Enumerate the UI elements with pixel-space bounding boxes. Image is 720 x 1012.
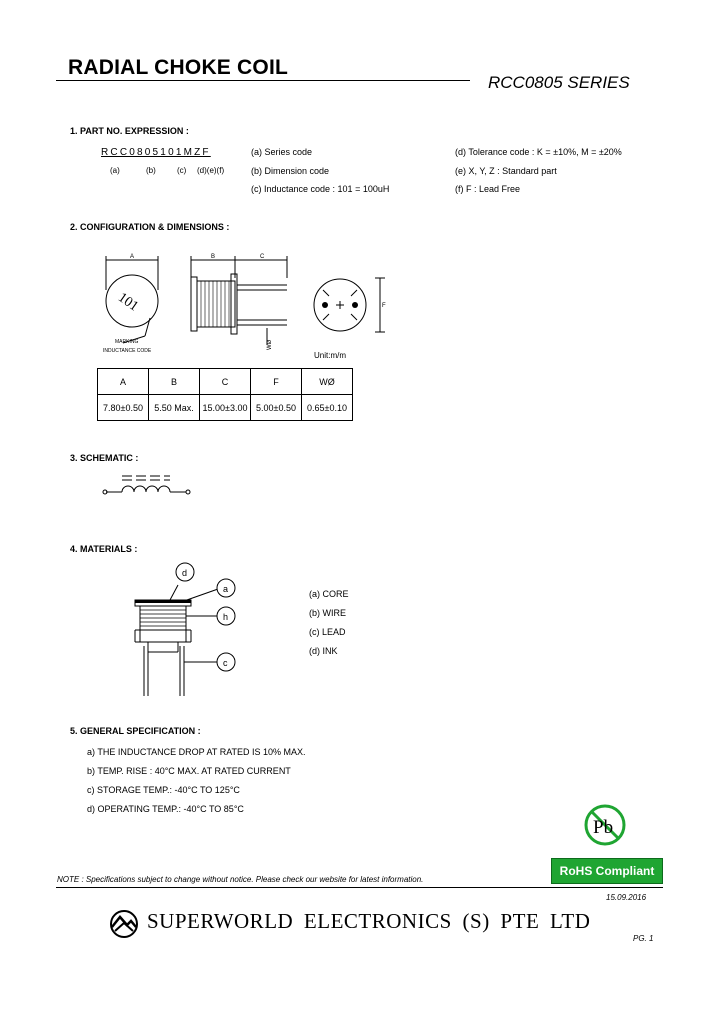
dim-value-w: 0.65±0.10 [302, 395, 353, 421]
dimension-table [97, 368, 353, 421]
unit-label: Unit:m/m [314, 351, 346, 360]
dim-value-b: 5.50 Max. [149, 395, 200, 421]
materials-drawing [128, 560, 268, 702]
footer-rule [56, 887, 663, 888]
section-1-heading: 1. PART NO. EXPRESSION : [70, 126, 189, 136]
callout-h: h [223, 612, 229, 622]
dim-header-f: F [251, 369, 302, 395]
series-name: RCC0805 SERIES [488, 73, 630, 92]
callout-c: c [223, 658, 228, 668]
material-lead: (c) LEAD [309, 627, 346, 637]
code-label-a: (a) [110, 166, 120, 175]
legend-d: (d) Tolerance code : K = ±10%, M = ±20% [455, 147, 622, 157]
dim-header-c: C [200, 369, 251, 395]
spec-item-c: c) STORAGE TEMP.: -40°C TO 125°C [87, 785, 240, 795]
part-number-text: RCC0805101MZF [101, 147, 211, 158]
section-5-heading: 5. GENERAL SPECIFICATION : [70, 726, 201, 736]
legend-c: (c) Inductance code : 101 = 100uH [251, 184, 390, 194]
page-number: PG. 1 [633, 934, 654, 943]
legend-e: (e) X, Y, Z : Standard part [455, 166, 557, 176]
spec-item-b: b) TEMP. RISE : 40°C MAX. AT RATED CURRENT [87, 766, 291, 776]
dim-label-b: B [211, 254, 216, 260]
dim-value-f: 5.00±0.50 [251, 395, 302, 421]
pb-label: Pb [593, 817, 614, 838]
inductor-schematic-icon [100, 472, 195, 502]
material-core: (a) CORE [309, 589, 349, 599]
material-ink: (d) INK [309, 646, 338, 656]
dim-value-a: 7.80±0.50 [98, 395, 149, 421]
dimension-drawing [95, 250, 395, 360]
dim-value-c: 15.00±3.00 [200, 395, 251, 421]
title-rule [56, 80, 470, 81]
inductance-code-label: INDUCTANCE CODE [103, 348, 152, 354]
code-label-def: (d)(e)(f) [197, 166, 225, 175]
dimension-table-row [98, 395, 353, 421]
section-4-heading: 4. MATERIALS : [70, 544, 138, 554]
dim-label-w: WØ [267, 339, 273, 350]
legend-b: (b) Dimension code [251, 166, 330, 176]
spec-item-d: d) OPERATING TEMP.: -40°C TO 85°C [87, 804, 244, 814]
document-date: 15.09.2016 [606, 893, 647, 902]
dim-header-w: WØ [302, 369, 353, 395]
code-label-c: (c) [177, 166, 187, 175]
spec-item-a: a) THE INDUCTANCE DROP AT RATED IS 10% MAX. [87, 747, 306, 757]
dim-label-f: F [382, 303, 386, 309]
part-number [101, 147, 211, 158]
dim-label-a: A [130, 254, 135, 260]
marking-code: 101 [115, 290, 141, 315]
dim-header-a: A [98, 369, 149, 395]
callout-a: a [223, 584, 229, 594]
legend-a: (a) Series code [251, 147, 313, 157]
marking-label: MARKING [115, 339, 139, 345]
dim-label-c: C [260, 254, 265, 260]
legend-f: (f) F : Lead Free [455, 184, 521, 194]
dimension-table-header [98, 369, 353, 395]
document-title: RADIAL CHOKE COIL [68, 56, 289, 79]
section-3-heading: 3. SCHEMATIC : [70, 453, 139, 463]
code-label-b: (b) [146, 166, 156, 175]
company-logo-icon [107, 909, 141, 939]
rohs-badge: RoHS Compliant [551, 858, 663, 884]
footer-note: NOTE : Specifications subject to change without notice. Please check our website for latest information. [57, 875, 424, 884]
dim-header-b: B [149, 369, 200, 395]
callout-d: d [182, 568, 188, 578]
section-2-heading: 2. CONFIGURATION & DIMENSIONS : [70, 222, 230, 232]
material-wire: (b) WIRE [309, 608, 346, 618]
lead-free-icon [583, 803, 627, 847]
company-name: SUPERWORLD ELECTRONICS (S) PTE LTD [147, 909, 591, 933]
